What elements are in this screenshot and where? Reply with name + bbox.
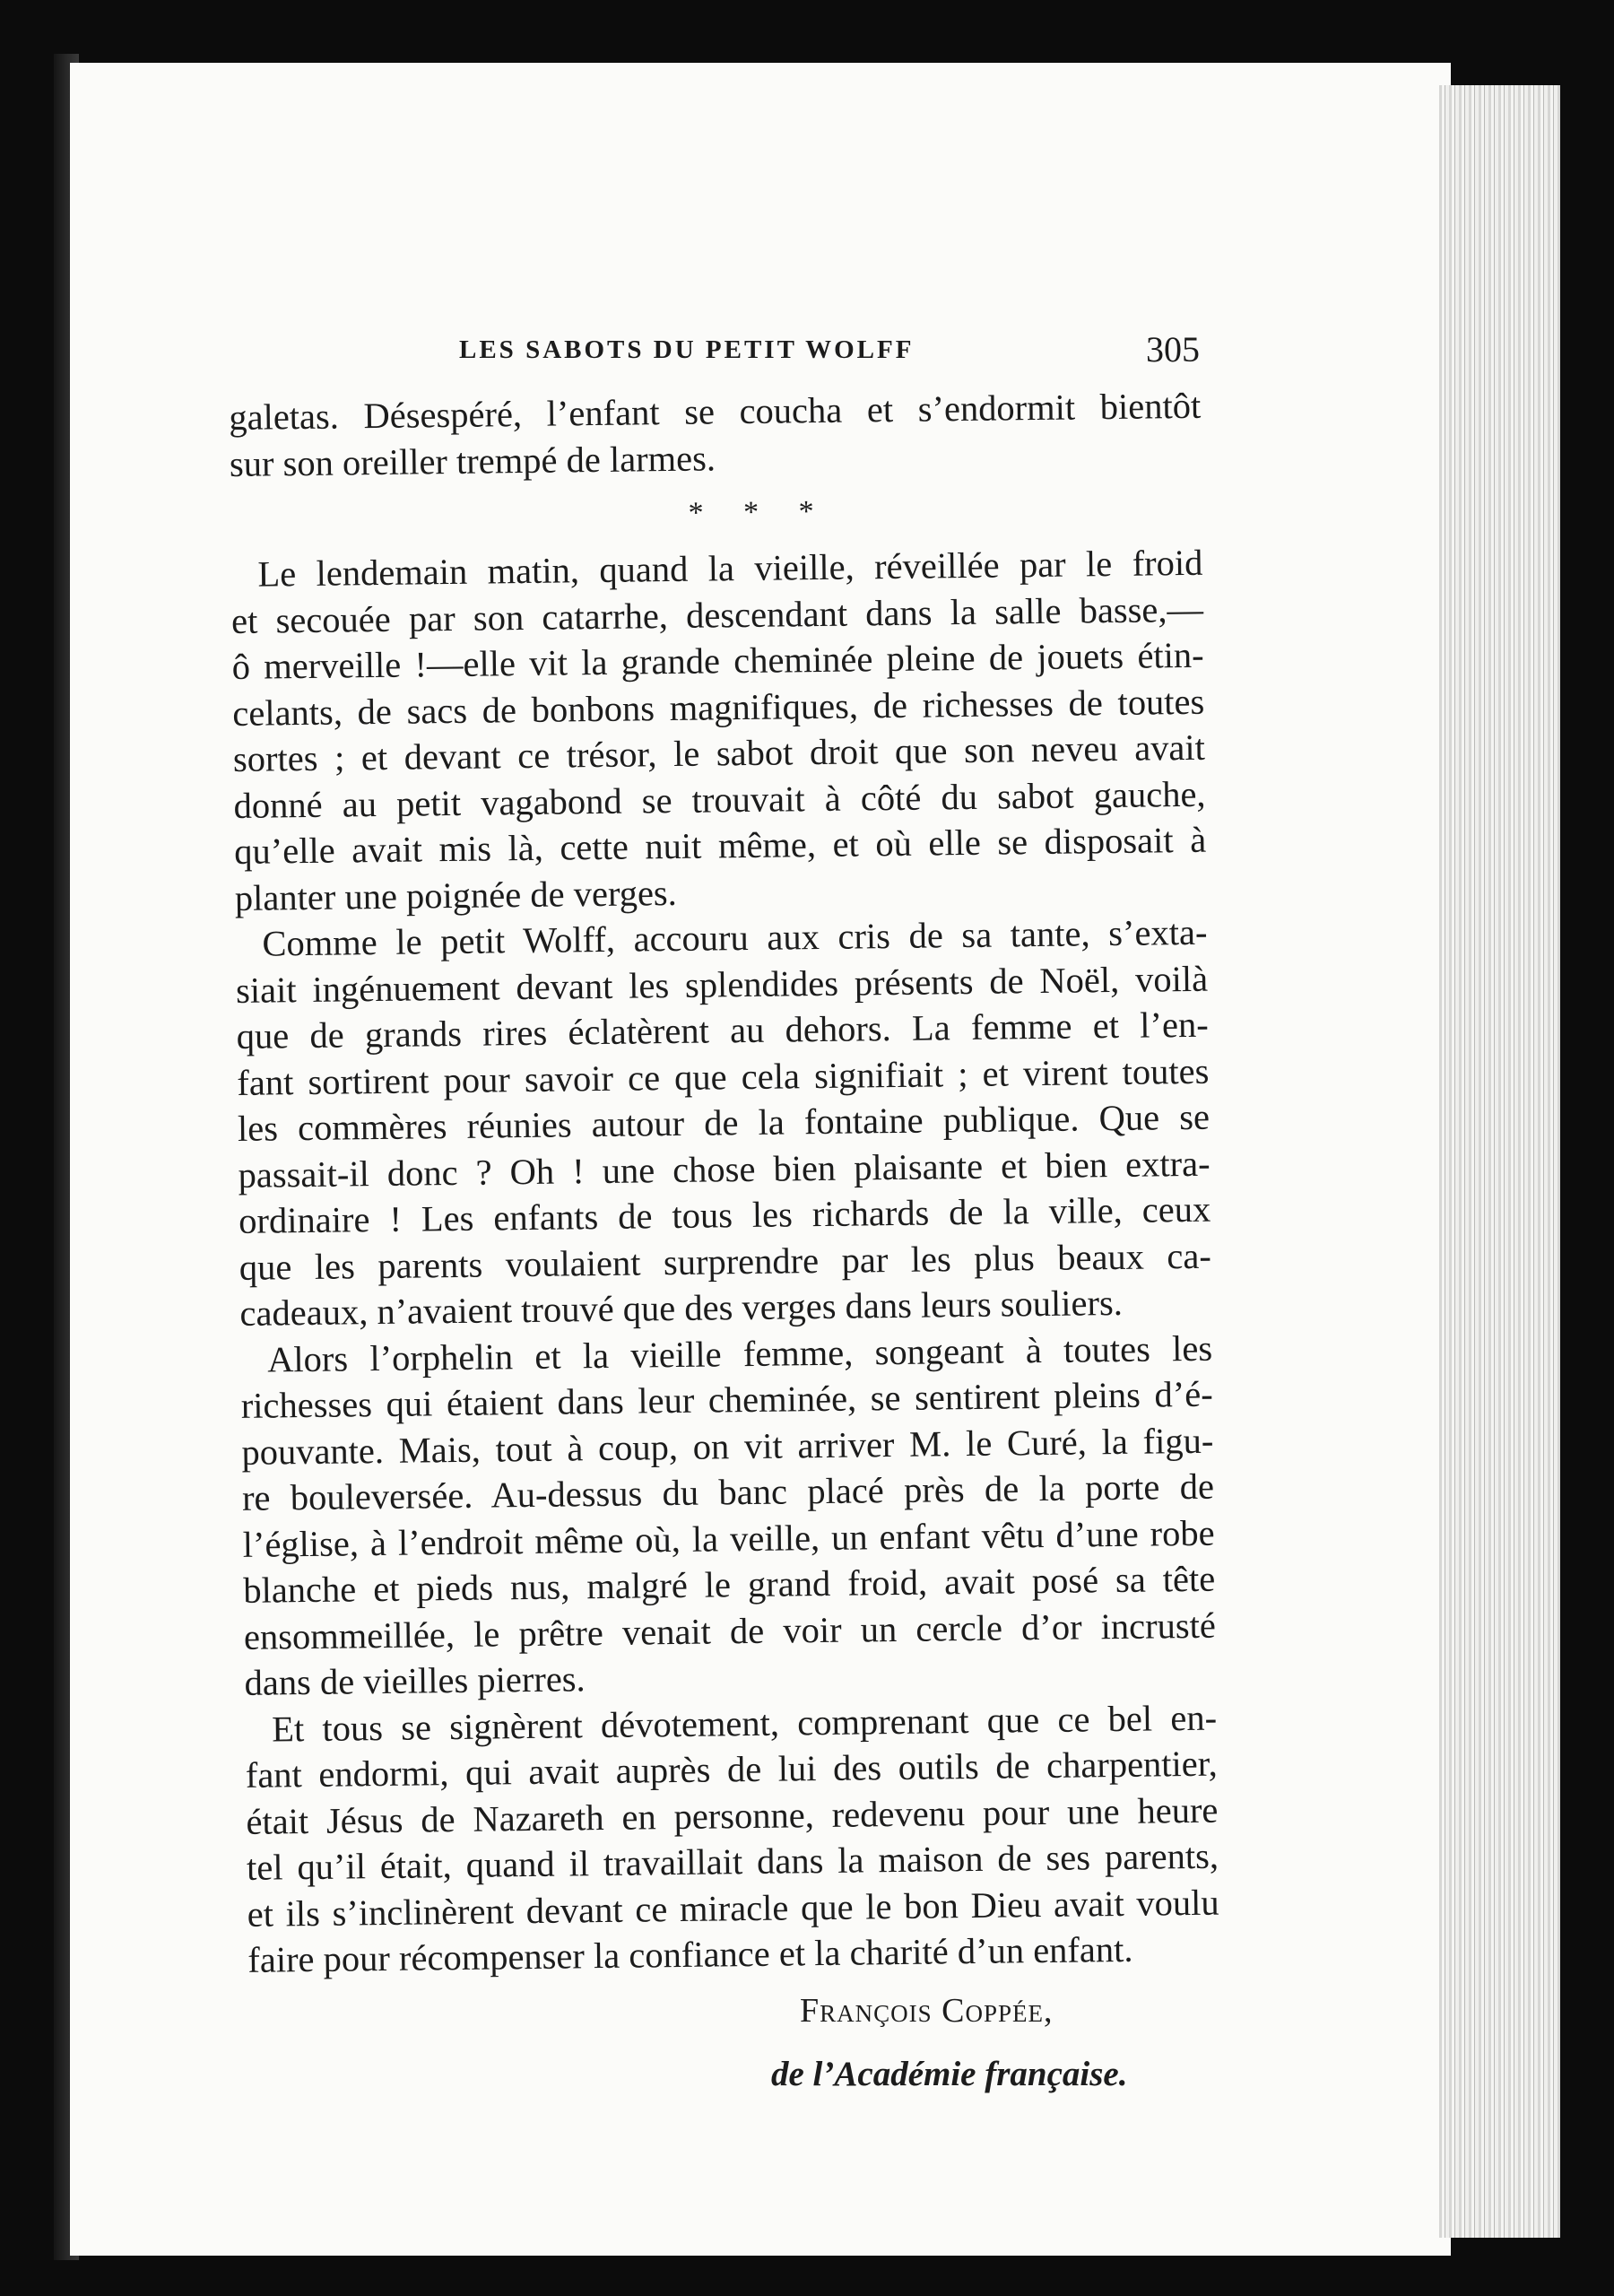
author-name: François Coppée,	[800, 1992, 1054, 2030]
text-line: et ils s’inclinèrent devant ce miracle que le bon Dieu avait voulu	[247, 1882, 1219, 1935]
body-text	[229, 383, 1220, 1984]
text-line: cadeaux, n’avaient trouvé que des verges dans leurs souliers.	[239, 1282, 1124, 1334]
text-line: que les parents voulaient surprendre par les plus beaux ca-	[239, 1235, 1212, 1288]
text-line: qu’elle avait mis là, cette nuit même, et où elle se disposait à	[233, 819, 1207, 872]
text-line: richesses qui étaient dans leur cheminée, se sentirent pleins d’é-	[240, 1373, 1213, 1426]
text-line: fant endormi, qui avait auprès de lui des outils de charpentier,	[245, 1743, 1219, 1796]
section-break-asterisks: * * *	[688, 494, 830, 530]
text-line: l’église, à l’endroit même où, la veille, un enfant vêtu d’une robe	[242, 1512, 1215, 1565]
text-line: ensommeillée, le prêtre venait de voir un cercle d’or incrusté	[243, 1605, 1217, 1657]
text-line: tel qu’il était, quand il travaillait dans la maison de ses parents,	[246, 1835, 1219, 1888]
text-line: que de grands rires éclatèrent au dehors. La femme et l’en-	[236, 1004, 1209, 1057]
text-line: les commères réunies autour de la fontaine publique. Que se	[237, 1096, 1210, 1149]
text-line: passait-il donc ? Oh ! une chose bien plaisante et bien extra-	[238, 1143, 1210, 1196]
text-line: Comme le petit Wolff, accouru aux cris de sa tante, s’exta-	[262, 911, 1208, 964]
text-line: était Jésus de Nazareth en personne, redevenu pour une heure	[246, 1789, 1219, 1842]
text-line: celants, de sacs de bonbons magnifiques, de richesses de toutes	[232, 681, 1205, 734]
text-line: donné au petit vagabond se trouvait à côté du sabot gauche,	[233, 773, 1206, 826]
text-line: dans de vieilles pierres.	[244, 1658, 586, 1703]
text-line: blanche et pieds nus, malgré le grand froid, avait posé sa tête	[243, 1558, 1216, 1611]
text-line: Le lendemain matin, quand la vieille, réveillée par le froid	[257, 542, 1203, 595]
author-affiliation: de l’Académie française.	[771, 2055, 1128, 2093]
text-line: Et tous se signèrent dévotement, comprenant que ce bel en-	[271, 1697, 1218, 1750]
text-line: Alors l’orphelin et la vieille femme, songeant à toutes les	[266, 1327, 1213, 1380]
page-edges	[1439, 85, 1560, 2238]
running-head	[0, 329, 1614, 380]
text-line: sur son oreiller trempé de larmes.	[229, 437, 716, 484]
text-line: re bouleversée. Au-dessus du banc placé près de la porte de	[241, 1465, 1215, 1518]
running-head-title: LES SABOTS DU PETIT WOLFF	[459, 335, 915, 364]
text-line: pouvante. Mais, tout à coup, on vit arriver M. le Curé, la figu-	[241, 1420, 1214, 1473]
text-line: galetas. Désespéré, l’enfant se coucha et s’endormit bientôt	[229, 385, 1202, 438]
text-line: fant sortirent pour savoir ce que cela signifiait ; et virent toutes	[237, 1050, 1210, 1103]
text-line: planter une poignée de verges.	[234, 872, 678, 918]
text-line: ordinaire ! Les enfants de tous les richards de la ville, ceux	[238, 1188, 1211, 1241]
text-line: sortes ; et devant ce trésor, le sabot droit que son neveu avait	[232, 726, 1206, 779]
text-line: ô merveille !—elle vit la grande cheminée pleine de jouets étin-	[231, 634, 1204, 687]
text-line: et secouée par son catarrhe, descendant dans la salle basse,—	[230, 588, 1204, 641]
text-line: faire pour récompenser la confiance et la charité d’un enfant.	[247, 1928, 1133, 1980]
text-line: siait ingénuement devant les splendides présents de Noël, voilà	[235, 958, 1209, 1011]
page-number: 305	[1146, 329, 1200, 370]
